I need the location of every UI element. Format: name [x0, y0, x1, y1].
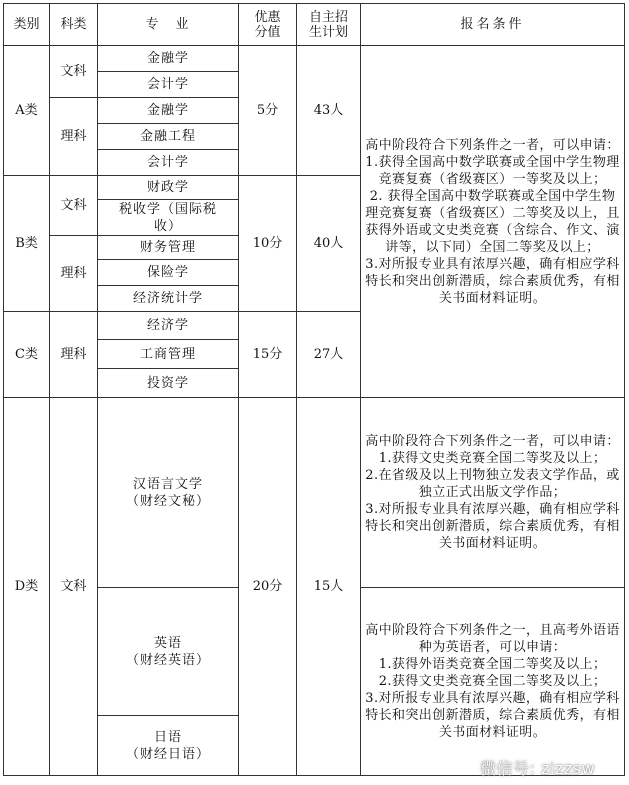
major-cell: 金融学: [98, 46, 239, 72]
major-cell: 经济统计学: [98, 286, 239, 312]
header-plan: 自主招 生计划: [297, 4, 361, 46]
major-cell: 会计学: [98, 72, 239, 98]
plan-a: 43人: [297, 46, 361, 176]
requirements-d-chinese: 高中阶段符合下列条件之一者，可以申请： 1.获得文史类竞赛全国二等奖及以上； 2.在省级及以上刊物独立发表文学作品，或独立正式出版文学作品； 3.对所报专业具有浓厚兴趣，确有相应学科特长和突出创新潜质，综合素质优秀，有相关书面材料证明。: [361, 398, 625, 588]
header-row: [4, 4, 625, 46]
subject-c-science: 理科: [50, 312, 98, 398]
category-d: D类: [4, 398, 50, 776]
category-a: A类: [4, 46, 50, 176]
major-cell: 财政学: [98, 176, 239, 200]
major-cell: 投资学: [98, 369, 239, 398]
major-cell: 经济学: [98, 312, 239, 340]
category-c: C类: [4, 312, 50, 398]
bonus-d: 20分: [239, 398, 297, 776]
major-cell: 汉语言文学 （财经文秘）: [98, 398, 239, 588]
table-row: [4, 398, 625, 588]
plan-d: 15人: [297, 398, 361, 776]
subject-a-science: 理科: [50, 98, 98, 176]
bonus-a: 5分: [239, 46, 297, 176]
major-cell: 日语 （财经日语）: [98, 716, 239, 776]
subject-a-arts: 文科: [50, 46, 98, 98]
header-category: 类别: [4, 4, 50, 46]
major-cell: 税收学（国际税 收）: [98, 200, 239, 236]
header-major: 专 业: [98, 4, 239, 46]
bonus-b: 10分: [239, 176, 297, 312]
requirements-abc: 高中阶段符合下列条件之一者，可以申请： 1.获得全国高中数学联赛或全国中学生物理竞赛复赛（省级赛区）一等奖及以上； 2. 获得全国高中数学联赛或全国中学生物理竞赛复赛（省级赛区）二等奖及以上，且获得外语或文史类竞赛（含综合、作文、演讲等，以下同）全国二等奖及以上； 3.对所报专业具有浓厚兴趣，确有相应学科特长和突出创新潜质，综合素质优秀，有相关书面材料证明。: [361, 46, 625, 398]
plan-b: 40人: [297, 176, 361, 312]
major-cell: 英语 （财经英语）: [98, 588, 239, 716]
subject-d-arts: 文科: [50, 398, 98, 776]
table-row: [4, 46, 625, 72]
requirements-d-foreign: 高中阶段符合下列条件之一，且高考外语语种为英语者，可以申请： 1.获得外语类竞赛全国二等奖及以上； 2.获得文史类竞赛全国二等奖及以上； 3.对所报专业具有浓厚兴趣，确有相应学科特长和突出创新潜质，综合素质优秀，有相关书面材料证明。: [361, 588, 625, 776]
bonus-c: 15分: [239, 312, 297, 398]
subject-b-arts: 文科: [50, 176, 98, 236]
wechat-watermark: 微信号: zizzsw: [480, 759, 596, 778]
major-cell: 工商管理: [98, 340, 239, 369]
header-subject: 科类: [50, 4, 98, 46]
major-cell: 会计学: [98, 150, 239, 176]
admission-table: [3, 3, 625, 776]
category-b: B类: [4, 176, 50, 312]
header-requirements: 报名条件: [361, 4, 625, 46]
major-cell: 金融工程: [98, 124, 239, 150]
plan-c: 27人: [297, 312, 361, 398]
major-cell: 保险学: [98, 260, 239, 286]
subject-b-science: 理科: [50, 236, 98, 312]
major-cell: 财务管理: [98, 236, 239, 260]
major-cell: 金融学: [98, 98, 239, 124]
header-bonus: 优惠 分值: [239, 4, 297, 46]
